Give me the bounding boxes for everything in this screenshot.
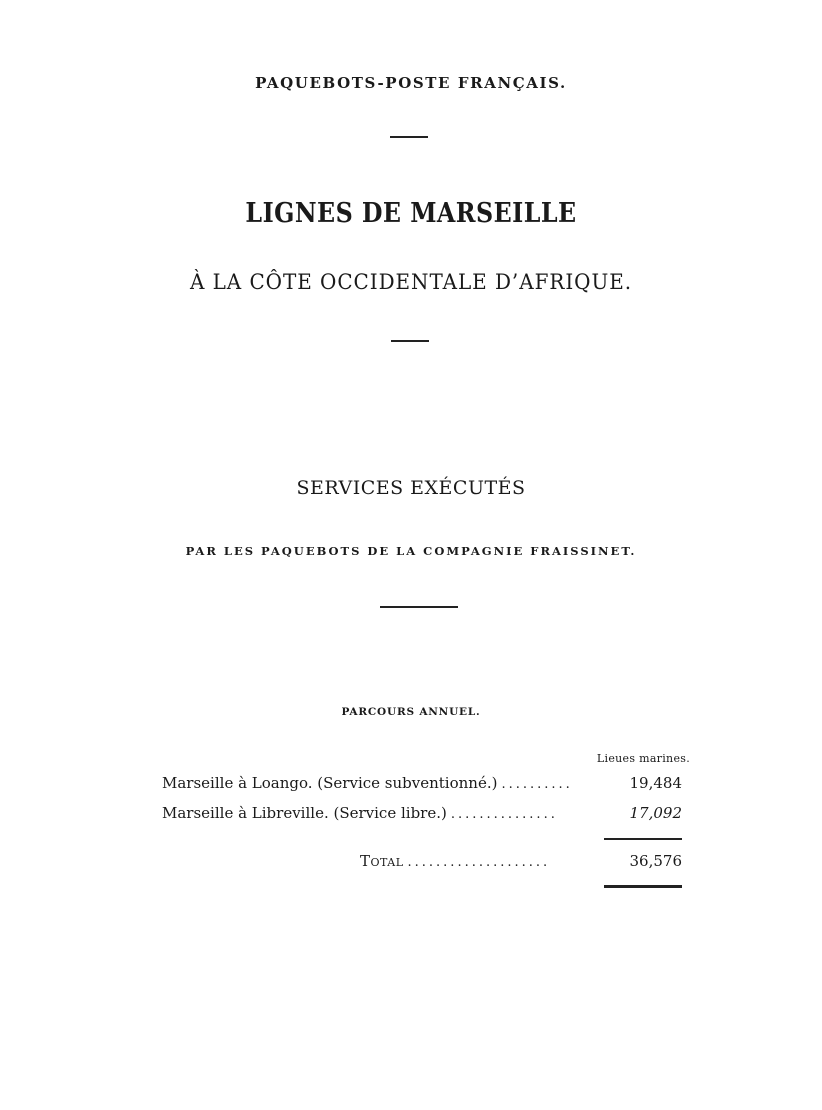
row-value: 17,092	[629, 804, 682, 822]
row-label: Marseille à Libreville. (Service libre.)	[162, 804, 447, 822]
table-row	[162, 774, 682, 792]
total-value: 36,576	[629, 852, 682, 870]
page-title: LIGNES DE MARSEILLE	[245, 198, 577, 229]
page-subtitle: À LA CÔTE OCCIDENTALE D’AFRIQUE.	[189, 270, 633, 294]
table-heading: PARCOURS ANNUEL.	[341, 706, 481, 718]
sum-rule	[604, 838, 682, 840]
leader-dots: ...............	[450, 807, 558, 822]
section-subtitle: PAR LES PAQUEBOTS DE LA COMPAGNIE FRAISSINET.	[185, 544, 637, 558]
divider-rule-1	[390, 136, 428, 138]
row-value: 19,484	[629, 774, 682, 792]
section-title: SERVICES EXÉCUTÉS	[296, 477, 526, 499]
table-row	[162, 804, 682, 822]
divider-rule-2	[391, 340, 429, 342]
unit-label: Lieues marines.	[596, 752, 690, 765]
total-row	[360, 852, 682, 870]
row-label: Marseille à Loango. (Service subventionné.)	[162, 774, 498, 792]
total-double-rule	[604, 885, 682, 888]
leader-dots: ..........	[501, 777, 573, 792]
leader-dots: ....................	[407, 855, 551, 870]
total-label: Total	[360, 852, 404, 870]
divider-rule-3	[380, 606, 458, 608]
page-header: PAQUEBOTS-POSTE FRANÇAIS.	[255, 74, 567, 92]
